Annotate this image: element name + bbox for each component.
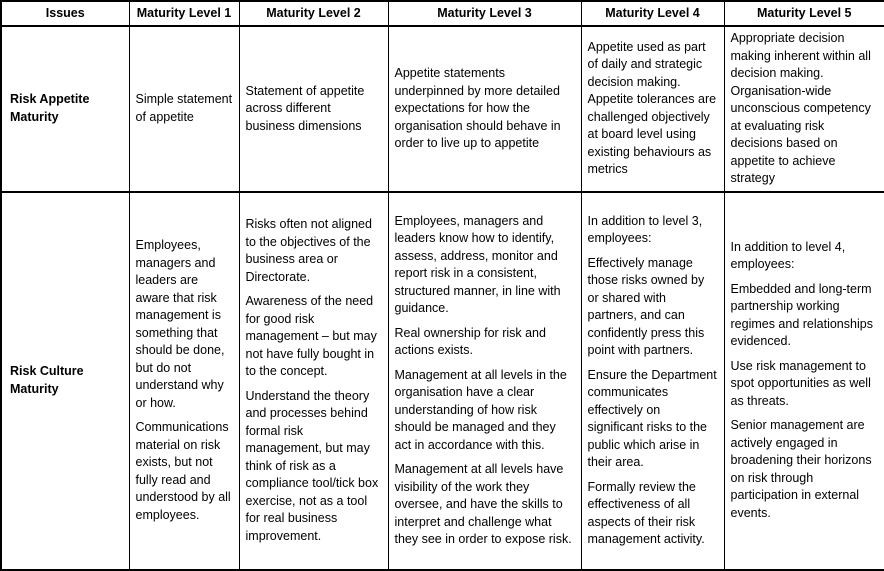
cell-risk-appetite-maturity-maturity-level-5 <box>724 26 884 192</box>
cell-risk-appetite-maturity-maturity-level-2 <box>239 26 388 192</box>
cell-paragraph: Management at all levels in the organisation have a clear understanding of how risk should be managed and they act in accordance with this. <box>394 367 567 452</box>
cell-paragraph: Employees, managers and leaders know how to identify, assess, address, monitor and report risk in a consistent, structured manner, in line with guidance. <box>394 213 561 315</box>
cell-paragraph: Communications material on risk exists, but not fully read and understood by all employees. <box>135 420 231 522</box>
cell-risk-appetite-maturity-maturity-level-4 <box>581 26 724 192</box>
cell-paragraph: Risks often not aligned to the objectives of the business area or Directorate. <box>245 217 372 284</box>
column-header-maturity-level-4: Maturity Level 4 <box>581 1 724 26</box>
issue-label-risk-appetite-maturity: Risk Appetite Maturity <box>1 26 129 192</box>
cell-paragraph: Senior management are actively engaged in broadening their horizons on risk through participation in external events. <box>730 418 872 520</box>
table-row-risk-appetite-maturity <box>1 26 884 192</box>
cell-paragraph: Appetite used as part of daily and strategic decision making. Appetite tolerances are challenged objectively at board level using existing behaviours as metrics <box>587 39 717 177</box>
table-row-risk-culture-maturity <box>1 192 884 570</box>
cell-risk-appetite-maturity-maturity-level-3 <box>388 26 581 192</box>
cell-risk-culture-maturity-maturity-level-4 <box>581 192 724 570</box>
cell-risk-culture-maturity-maturity-level-1 <box>129 192 239 570</box>
column-header-maturity-level-3: Maturity Level 3 <box>388 1 581 26</box>
cell-paragraph: Effectively manage those risks owned by or shared with partners, and can confidently press this point with partners. <box>587 255 705 357</box>
column-header-issues: Issues <box>1 1 129 26</box>
cell-risk-appetite-maturity-maturity-level-1 <box>129 26 239 192</box>
column-header-maturity-level-1: Maturity Level 1 <box>129 1 239 26</box>
cell-paragraph: In addition to level 4, employees: <box>730 239 846 272</box>
cell-paragraph: Appropriate decision making inherent within all decision making. Organisation-wide unconscious competency at evaluating risk decisions based on appetite to achieve strategy <box>730 31 871 185</box>
cell-paragraph: Ensure the Department communicates effectively on significant risks to the public which arise in their area. <box>587 367 717 469</box>
cell-paragraph: Use risk management to spot opportunities as well as threats. <box>730 358 871 408</box>
cell-paragraph: Formally review the effectiveness of all aspects of their risk management activity. <box>587 479 705 546</box>
cell-paragraph: Management at all levels have visibility of the work they oversee, and have the skills to interpret and challenge what they see in order to expose risk. <box>394 462 572 546</box>
column-header-maturity-level-5: Maturity Level 5 <box>724 1 884 26</box>
column-header-maturity-level-2: Maturity Level 2 <box>239 1 388 26</box>
cell-paragraph: Understand the theory and processes behind formal risk management, but may think of risk as a compliance tool/tick box exercise, not as a tool for real business improvement. <box>245 388 379 543</box>
cell-risk-culture-maturity-maturity-level-5 <box>724 192 884 570</box>
cell-risk-culture-maturity-maturity-level-3 <box>388 192 581 570</box>
cell-paragraph: Simple statement of appetite <box>135 92 233 124</box>
cell-paragraph: Statement of appetite across different business dimensions <box>245 83 365 133</box>
issue-label-risk-culture-maturity: Risk Culture Maturity <box>1 192 129 570</box>
cell-paragraph: Awareness of the need for good risk management – but may not have fully bought in to the concept. <box>245 294 377 378</box>
header-row <box>1 1 884 26</box>
table-body <box>1 26 884 570</box>
cell-paragraph: Employees, managers and leaders are aware that risk management is something that should be done, but do not understand why or how. <box>135 238 225 410</box>
cell-risk-culture-maturity-maturity-level-2 <box>239 192 388 570</box>
cell-paragraph: In addition to level 3, employees: <box>587 213 703 245</box>
cell-paragraph: Appetite statements underpinned by more detailed expectations for how the organisation should behave in order to live up to appetite <box>394 66 561 150</box>
cell-paragraph: Embedded and long-term partnership working regimes and relationships evidenced. <box>730 281 873 349</box>
cell-paragraph: Real ownership for risk and actions exists. <box>394 325 546 357</box>
